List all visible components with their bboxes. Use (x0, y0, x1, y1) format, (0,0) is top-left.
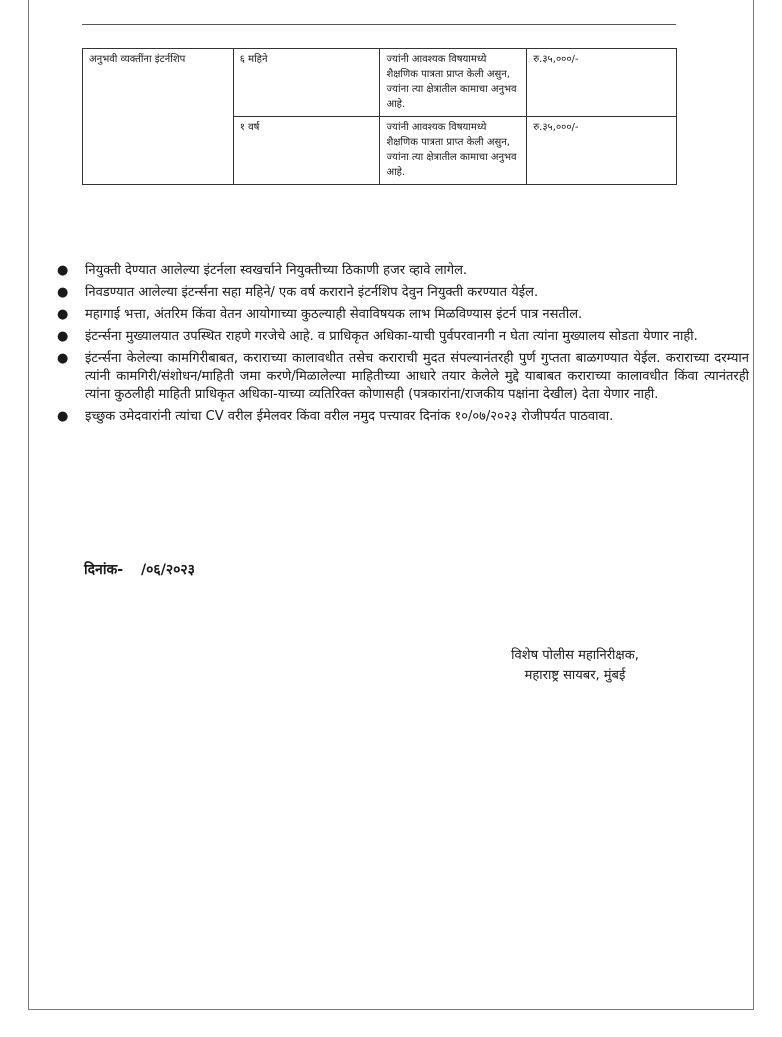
bullet-icon: ● (57, 263, 69, 278)
list-item (57, 328, 749, 346)
table-cell-eligibility: ज्यांनी आवश्यक विषयामध्ये शैक्षणिक पात्रता प्राप्त केली असुन, ज्यांना त्या क्षेत्रातील कामाचा अनुभव आहे. (380, 117, 527, 185)
signature-office: महाराष्ट्र सायबर, मुंबई (524, 668, 626, 683)
table-row (83, 49, 677, 117)
table-cell-stipend: रु.३५,०००/- (527, 117, 677, 185)
table-cell-duration: ६ महिने (233, 49, 380, 117)
date-label: दिनांक- (84, 562, 124, 578)
top-divider (82, 24, 676, 25)
bullet-icon: ● (57, 329, 69, 344)
note-text: इंटर्न्सना केलेल्या कामगिरीबाबत, कराराच्या कालावधीत तसेच कराराची मुदत संपल्यानंतरही पुर्ण गुप्तता बाळगण्यात येईल. कराराच्या दरम्यान त्यांनी कामगिरी/संशोधन/माहिती जमा करणे/मिळालेल्या माहितीच्या आधारे तयार केलेले मुद्दे याबाबत कराराच्या कालावधीत किंवा त्यानंतरही त्यांना कुठलीही माहिती प्राधिकृत अधिका-याच्या व्यतिरिक्त कोणासही (पत्रकारांना/राजकीय पक्षांना देखील) देता येणार नाही. (85, 351, 749, 402)
table-cell-stipend: रु.३५,०००/- (527, 49, 677, 117)
note-text: निवडण्यात आलेल्या इंटर्न्सना सहा महिने/ एक वर्ष कराराने इंटर्नशिप देवुन नियुक्ती करण्यात येईल. (85, 285, 539, 300)
bullet-icon: ● (57, 285, 69, 300)
signature-block (480, 646, 670, 686)
bullet-icon: ● (57, 307, 69, 322)
table-cell-category: अनुभवी व्यक्तींना इंटर्नशिप (83, 49, 234, 185)
list-item (57, 350, 749, 404)
signature-title: विशेष पोलीस महानिरीक्षक, (511, 648, 639, 663)
list-item (57, 262, 749, 280)
bullet-icon: ● (57, 409, 69, 424)
issue-date (84, 560, 195, 579)
note-text: नियुक्ती देण्यात आलेल्या इंटर्नला स्वखर्चाने नियुक्तीच्या ठिकाणी हजर व्हावे लागेल. (85, 263, 468, 278)
note-text: इंटर्न्सना मुख्यालयात उपस्थित राहणे गरजेचे आहे. व प्राधिकृत अधिका-याची पुर्वपरवानगी न घेता त्यांना मुख्यालय सोडता येणार नाही. (85, 329, 698, 344)
list-item (57, 408, 749, 426)
internship-table (82, 48, 677, 185)
note-text: महागाई भत्ता, अंतरिम किंवा वेतन आयोगाच्या कुठल्याही सेवाविषयक लाभ मिळविण्यास इंटर्न पात्र नसतील. (85, 307, 583, 322)
list-item (57, 284, 749, 302)
table-cell-duration: १ वर्ष (233, 117, 380, 185)
bullet-icon: ● (57, 351, 69, 366)
date-value: /०६/२०२३ (141, 562, 195, 578)
note-text: इच्छुक उमेदवारांनी त्यांचा CV वरील ईमेलवर किंवा वरील नमुद पत्त्यावर दिनांक १०/०७/२०२३ रोजीपर्यत पाठवावा. (85, 409, 614, 424)
notes-list (57, 262, 749, 430)
table-cell-eligibility: ज्यांनी आवश्यक विषयामध्ये शैक्षणिक पात्रता प्राप्त केली असुन, ज्यांना त्या क्षेत्रातील कामाचा अनुभव आहे. (380, 49, 527, 117)
list-item (57, 306, 749, 324)
